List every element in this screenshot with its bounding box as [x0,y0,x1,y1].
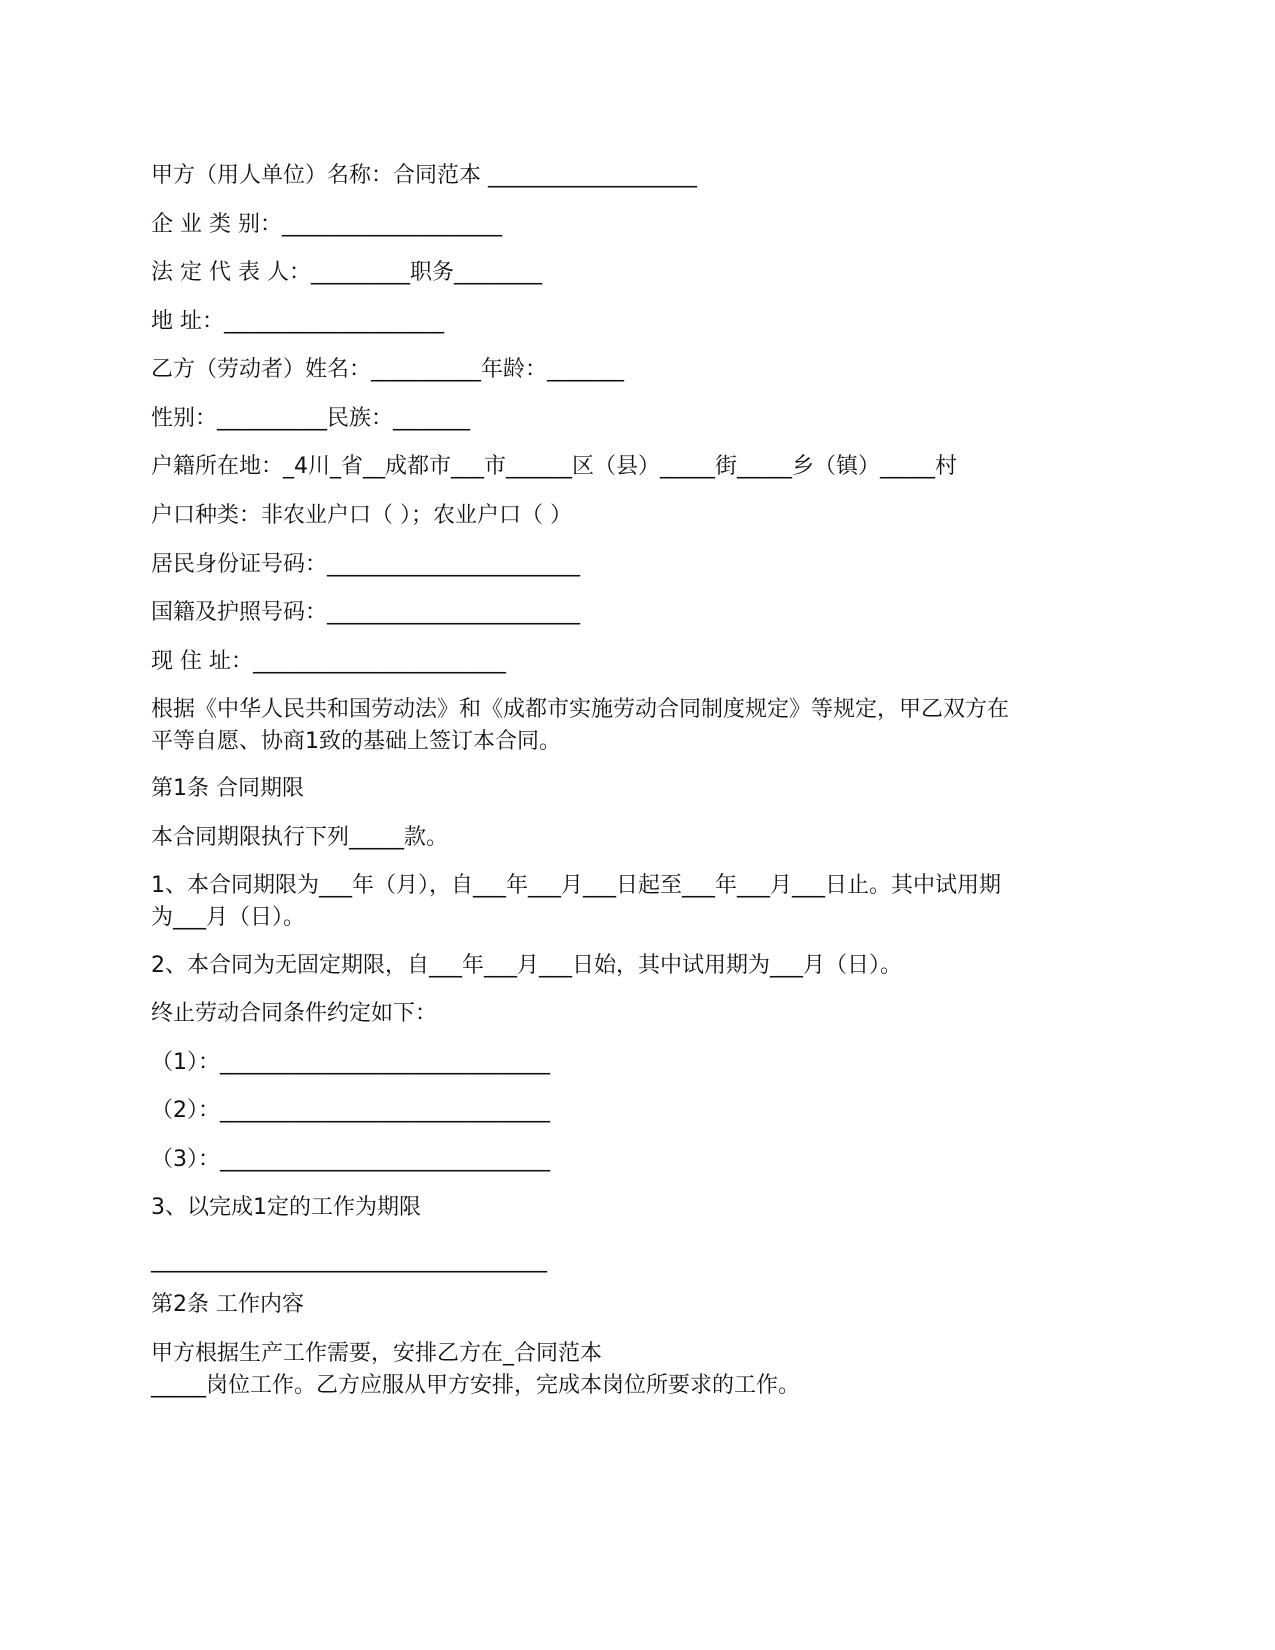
termination-condition-2: （2）：______________________________ [151,1098,550,1123]
employee-name-age-line: 乙方（劳动者）姓名：__________年龄：_______ [151,357,625,382]
enterprise-type-line: 企 业 类 别：____________________ [151,212,502,237]
preamble-line-2: 平等自愿、协商1致的基础上签订本合同。 [151,729,561,754]
household-registration-line: 户籍所在地：_4川_省__成都市___市______区（县）_____街_____乡（镇）_____村 [151,454,957,479]
id-number-line: 居民身份证号码：_______________________ [151,552,581,577]
term-clause-line: 本合同期限执行下列_____款。 [151,825,449,850]
work-content-line-1: 甲方根据生产工作需要，安排乙方在_合同范本 [151,1341,603,1366]
open-term-line: 2、本合同为无固定期限，自___年___月___日始，其中试用期为___月（日）。 [151,953,902,978]
termination-condition-1: （1）：______________________________ [151,1050,550,1075]
preamble-line-1: 根据《中华人民共和国劳动法》和《成都市实施劳动合同制度规定》等规定，甲乙双方在 [151,697,1010,722]
nationality-passport-line: 国籍及护照号码：_______________________ [151,600,581,625]
employer-address-line: 地 址：____________________ [151,309,444,334]
article-1-heading: 第1条 合同期限 [151,776,304,801]
preamble-paragraph [151,694,1131,758]
termination-condition-3: （3）：______________________________ [151,1147,550,1172]
gender-ethnicity-line: 性别：__________民族：_______ [151,406,471,431]
household-type-line: 户口种类：非农业户口（ ）；农业户口（ ） [151,503,572,528]
legal-representative-line: 法 定 代 表 人：_________职务________ [151,260,542,285]
fixed-term-line-2: 为___月（日）。 [151,905,306,930]
fixed-term-line-1: 1、本合同期限为___年（月），自___年___月___日起至___年___月___日止。其中试用期 [151,873,1001,898]
employer-name-line: 甲方（用人单位）名称：合同范本 ___________________ [151,163,697,188]
current-address-line: 现 住 址：_______________________ [151,649,506,674]
task-based-term-line: 3、以完成1定的工作为期限 [151,1195,421,1220]
article-2-heading: 第2条 工作内容 [151,1292,304,1317]
work-content-paragraph [151,1338,1131,1402]
termination-conditions-heading: 终止劳动合同条件约定如下： [151,1001,438,1026]
fixed-term-paragraph [151,870,1131,934]
work-content-line-2: _____岗位工作。乙方应服从甲方安排，完成本岗位所要求的工作。 [151,1373,801,1398]
task-based-blank-line: ____________________________________ [151,1248,547,1273]
